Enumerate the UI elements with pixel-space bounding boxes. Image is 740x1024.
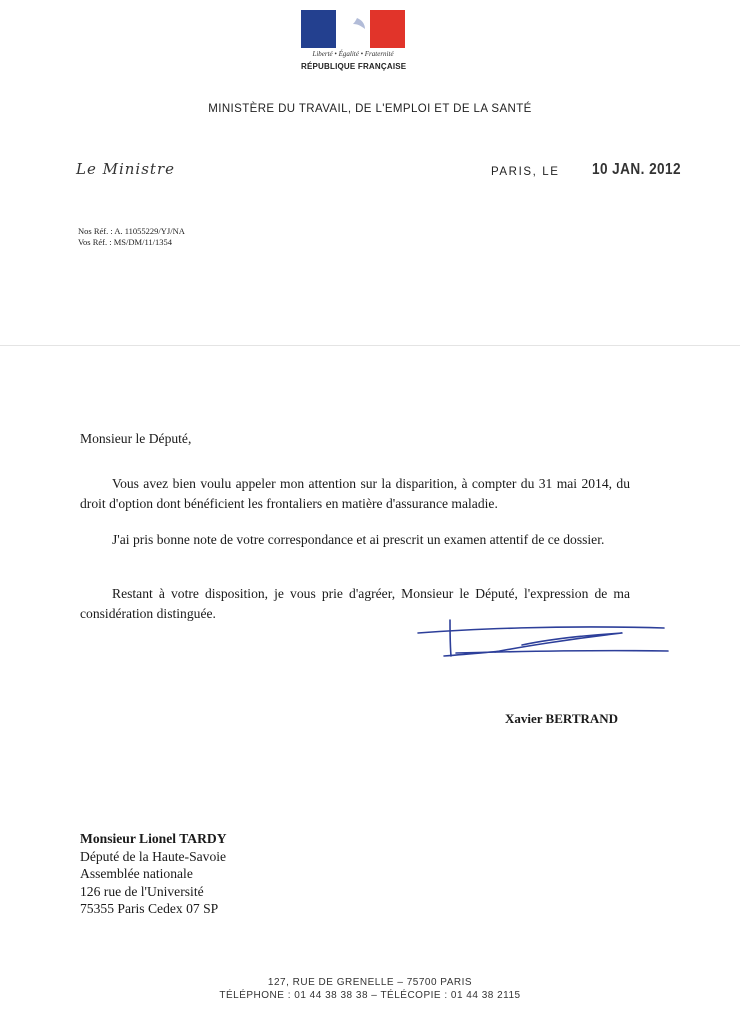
your-reference: Vos Réf. : MS/DM/11/1354 [78,237,172,247]
letter-paragraph-2: J'ai pris bonne note de votre correspondance et ai prescrit un examen attentif de ce dossier. [112,532,605,547]
signatory-name: Xavier BERTRAND [505,711,619,726]
ministry-name: MINISTÈRE DU TRAVAIL, DE L'EMPLOI ET DE LA SANTÉ [208,103,532,115]
scan-line [0,345,740,346]
sender-title: Le Ministre [76,160,175,178]
salutation: Monsieur le Député, [80,431,192,446]
recipient-line: Assemblée nationale [80,866,193,881]
footer-address: 127, RUE DE GRENELLE – 75700 PARIS [267,977,473,988]
letter-date-stamp: 10 JAN. 2012 [592,161,682,178]
our-reference: Nos Réf. : A. 11055229/YJ/NA [78,226,185,236]
letter-paragraph-1: Vous avez bien voulu appeler mon attention sur la disparition, à compter du 31 mai 2014, du droit d'option dont bénéficient les frontaliers en matière d'assurance maladie. [80,476,630,511]
republique-francaise-logo [301,10,405,76]
recipient-line: 126 rue de l'Université [80,883,204,899]
recipient-line: 75355 Paris Cedex 07 SP [80,901,219,916]
footer-contact: TÉLÉPHONE : 01 44 38 38 38 – TÉLÉCOPIE : 01 44 38 2115 [219,990,521,1001]
republic-motto: Liberté • Égalité • Fraternité [312,50,394,58]
ministry-footer [0,976,740,1002]
marianne-profile-icon [331,12,375,48]
place-label: PARIS, LE [491,166,560,178]
letter-paragraph-3: Restant à votre disposition, je vous prie d'agréer, Monsieur le Député, l'expression de ma considération distinguée. [80,586,630,621]
recipient-name: Monsieur Lionel TARDY [80,831,227,846]
recipient-address [80,830,227,918]
recipient-line: Député de la Haute-Savoie [80,848,227,864]
handwritten-signature [410,612,670,662]
republic-name: RÉPUBLIQUE FRANÇAISE [301,62,407,71]
